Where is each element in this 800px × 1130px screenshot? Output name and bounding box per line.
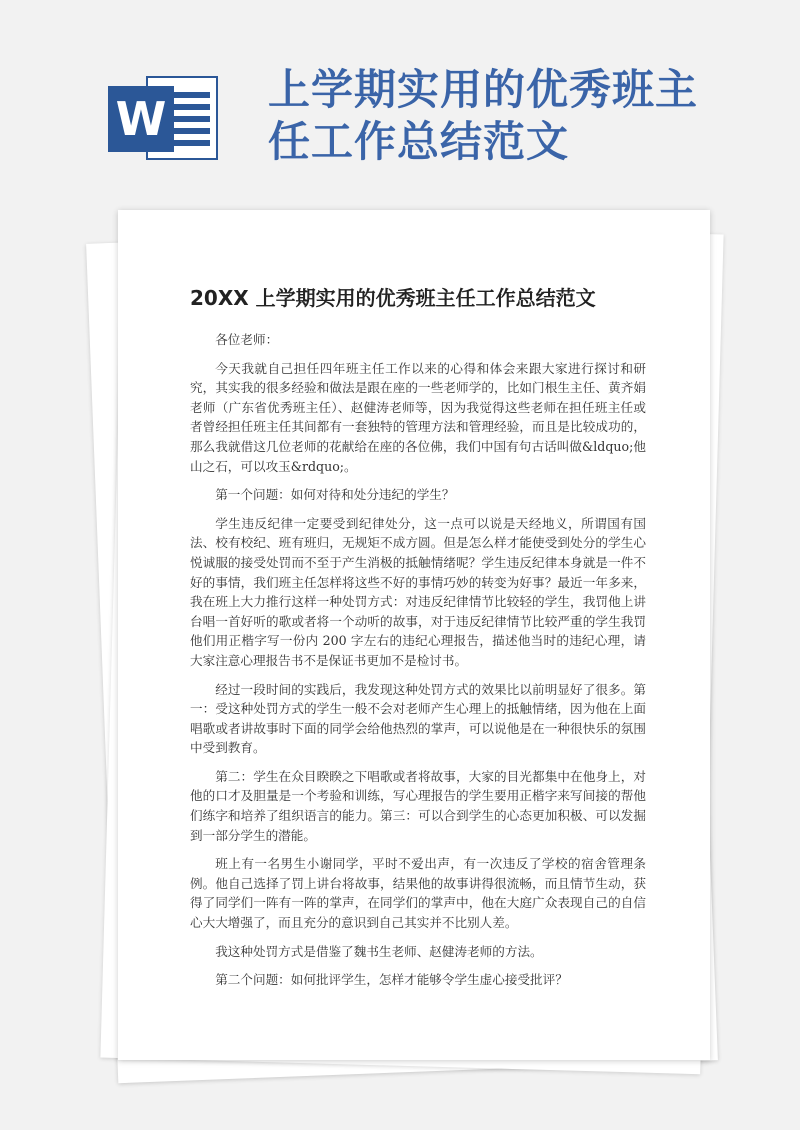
section-heading: 第二个问题：如何批评学生，怎样才能够令学生虚心接受批评？	[215, 972, 568, 988]
body-paragraph: 第二：学生在众目睽睽之下唱歌或者将故事，大家的目光都集中在他身上，对他的口才及胆量是一个考验和训练，写心理报告的学生要用正楷字来写间接的帮他们练字和培养了组织语言的能力。第三：可以合到学生的心态更加积极、可以发掘到一部分学生的潜能。	[190, 768, 646, 843]
greeting-paragraph: 各位老师：	[215, 332, 279, 347]
body-paragraph: 班上有一名男生小谢同学，平时不爱出声，有一次违反了学校的宿舍管理条例。他自己选择了罚上讲台将故事，结果他的故事讲得很流畅，而且情节生动，获得了同学们一阵有一阵的掌声，在同学们的掌声中，他在大庭广众表现自己的自信心大大增强了，而且充分的意识到自己其实并不比别人差。	[190, 856, 646, 931]
word-letter-badge: W	[108, 86, 174, 152]
body-paragraph: 学生违反纪律一定要受到纪律处分，这一点可以说是天经地义，所谓国有国法、校有校纪、班有班归，无规矩不成方圆。但是怎么样才能使受到处分的学生心悦诚服的接受处罚而不至于产生消极的抵触情绪呢？学生违反纪律本身就是一件不好的事情，我们班主任怎样将这些不好的事情巧妙的转变为好事？最近一年多来，我在班上大力推行这样一种处罚方式：对违反纪律情节比较轻的学生，我罚他上讲台唱一首好听的歌或者将一个动听的故事，对于违反纪律情节比较严重的学生我罚他们用正楷字写一份内 200 字左右的违纪心理报告，描述他当时的违纪心理，请大家注意心理报告书不是保证书更加不是检讨书。	[190, 515, 646, 668]
body-paragraph: 我这种处罚方式是借鉴了魏书生老师、赵健涛老师的方法。	[215, 943, 543, 959]
document-page	[118, 210, 710, 1060]
body-paragraph: 经过一段时间的实践后，我发现这种处罚方式的效果比以前明显好了很多。第一：受这种处罚方式的学生一般不会对老师产生心理上的抵触情绪，因为他在上面唱歌或者讲故事时下面的同学会给他热烈的掌声，可以说他是在一种很快乐的氛围中受到教育。	[190, 681, 646, 756]
document-body	[190, 330, 646, 999]
page-title: 上学期实用的优秀班主任工作总结范文	[268, 65, 699, 166]
section-heading: 第一个问题：如何对待和处分违纪的学生？	[215, 487, 455, 503]
word-document-icon	[108, 72, 220, 164]
page-header	[0, 0, 800, 200]
body-paragraph: 今天我就自己担任四年班主任工作以来的心得和体会来跟大家进行探讨和研究，其实我的很多经验和做法是跟在座的一些老师学的，比如门根生主任、黄齐娟老师（广东省优秀班主任）、赵健涛老师等，因为我觉得这些老师在担任班主任或者曾经担任班主任其间都有一套独特的管理方法和管理经验，而且是比较成功的，那么我就借这几位老师的花献给在座的各位佛，我们中国有句古话叫做&ldquo;他山之石，可以攻玉&rdquo;。	[190, 360, 646, 474]
document-title: 20XX 上学期实用的优秀班主任工作总结范文	[190, 286, 596, 310]
